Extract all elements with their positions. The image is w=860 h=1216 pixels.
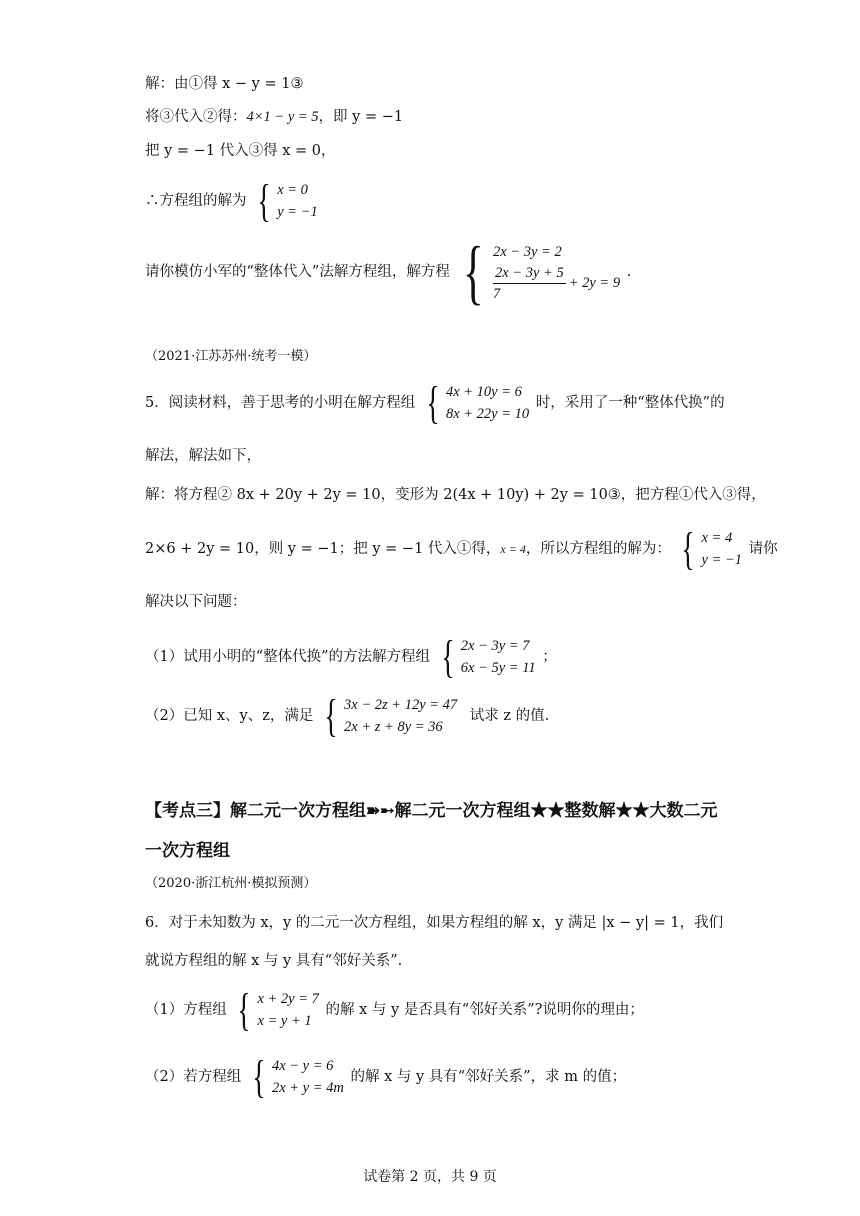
- question-5-part-2: （2）已知 x、y、z，满足 { 3x − 2z + 12y = 47 2x + z + 8y = 36 试求 z 的值.: [145, 690, 550, 741]
- solution-line-4: ∴方程组的解为 { x = 0 y = −1: [145, 175, 318, 226]
- question-5-prompt: 解决以下问题：: [145, 594, 247, 610]
- section-heading-line-1: 【考点三】解二元一次方程组➽➸解二元一次方程组★★整数解★★大数二元: [145, 801, 718, 821]
- page-footer: 试卷第 2 页，共 9 页: [363, 1169, 497, 1185]
- section-heading-line-2: 一次方程组: [145, 841, 230, 861]
- solution-line-1: 解：由①得 x − y = 1③: [145, 76, 304, 92]
- source-note-2020: （2020·浙江杭州·模拟预测）: [145, 876, 317, 891]
- task-line: 请你模仿小军的“整体代入”法解方程组，解方程 { 2x − 3y = 2 $\frac{2x - 3y + 5}{7}$ + 2y = 9 .: [145, 232, 632, 312]
- question-6-part-1: （1）方程组 { x + 2y = 7 x = y + 1 的解 x 与 y 是否具有“邻好关系”?说明你的理由；: [145, 984, 644, 1035]
- question-5-step-1: 解：将方程② 8x + 20y + 2y = 10，变形为 2(4x + 10y) + 2y = 10③，把方程①代入③得，: [145, 487, 766, 503]
- source-note-2021: （2021·江苏苏州·统考一模）: [145, 349, 317, 364]
- question-6-definition: 就说方程组的解 x 与 y 具有“邻好关系”.: [145, 953, 403, 969]
- q6-part-2-system: { 4x − y = 6 2x + y = 4m: [252, 1051, 344, 1102]
- question-5-step-2: 2×6 + 2y = 10，则 y = −1；把 y = −1 代入①得，x = 4，所以方程组的解为： { x = 4 y = −1 请你: [145, 523, 778, 574]
- equation-system-fraction: { 2x − 3y = 2 $\frac{2x - 3y + 5}{7}$ + 2y = 9: [463, 232, 621, 312]
- question-5-intro: 5．阅读材料，善于思考的小明在解方程组 { 4x + 10y = 6 8x + 22y = 10 时，采用了一种“整体代换”的: [145, 377, 725, 428]
- question-6-intro: 6．对于未知数为 x，y 的二元一次方程组，如果方程组的解 x，y 满足 |x − y| = 1，我们: [145, 915, 724, 931]
- solution-line-2: 将③代入②得：4×1 − y = 5，即 y = −1: [145, 109, 404, 125]
- part-1-system: { 2x − 3y = 7 6x − 5y = 11: [441, 631, 536, 682]
- question-6-part-2: （2）若方程组 { 4x − y = 6 2x + y = 4m 的解 x 与 y 具有“邻好关系”，求 m 的值；: [145, 1051, 627, 1102]
- q6-part-1-system: { x + 2y = 7 x = y + 1: [237, 984, 319, 1035]
- question-5-system: { 4x + 10y = 6 8x + 22y = 10: [426, 377, 530, 428]
- solution-line-3: 把 y = −1 代入③得 x = 0，: [145, 143, 336, 159]
- question-5-method: 解法，解法如下，: [145, 448, 261, 464]
- question-5-part-1: （1）试用小明的“整体代换”的方法解方程组 { 2x − 3y = 7 6x − 5y = 11 ；: [145, 631, 557, 682]
- solution-system: { x = 0 y = −1: [257, 175, 318, 226]
- part-2-system: { 3x − 2z + 12y = 47 2x + z + 8y = 36: [324, 690, 458, 741]
- question-5-answer-system: { x = 4 y = −1: [681, 523, 743, 574]
